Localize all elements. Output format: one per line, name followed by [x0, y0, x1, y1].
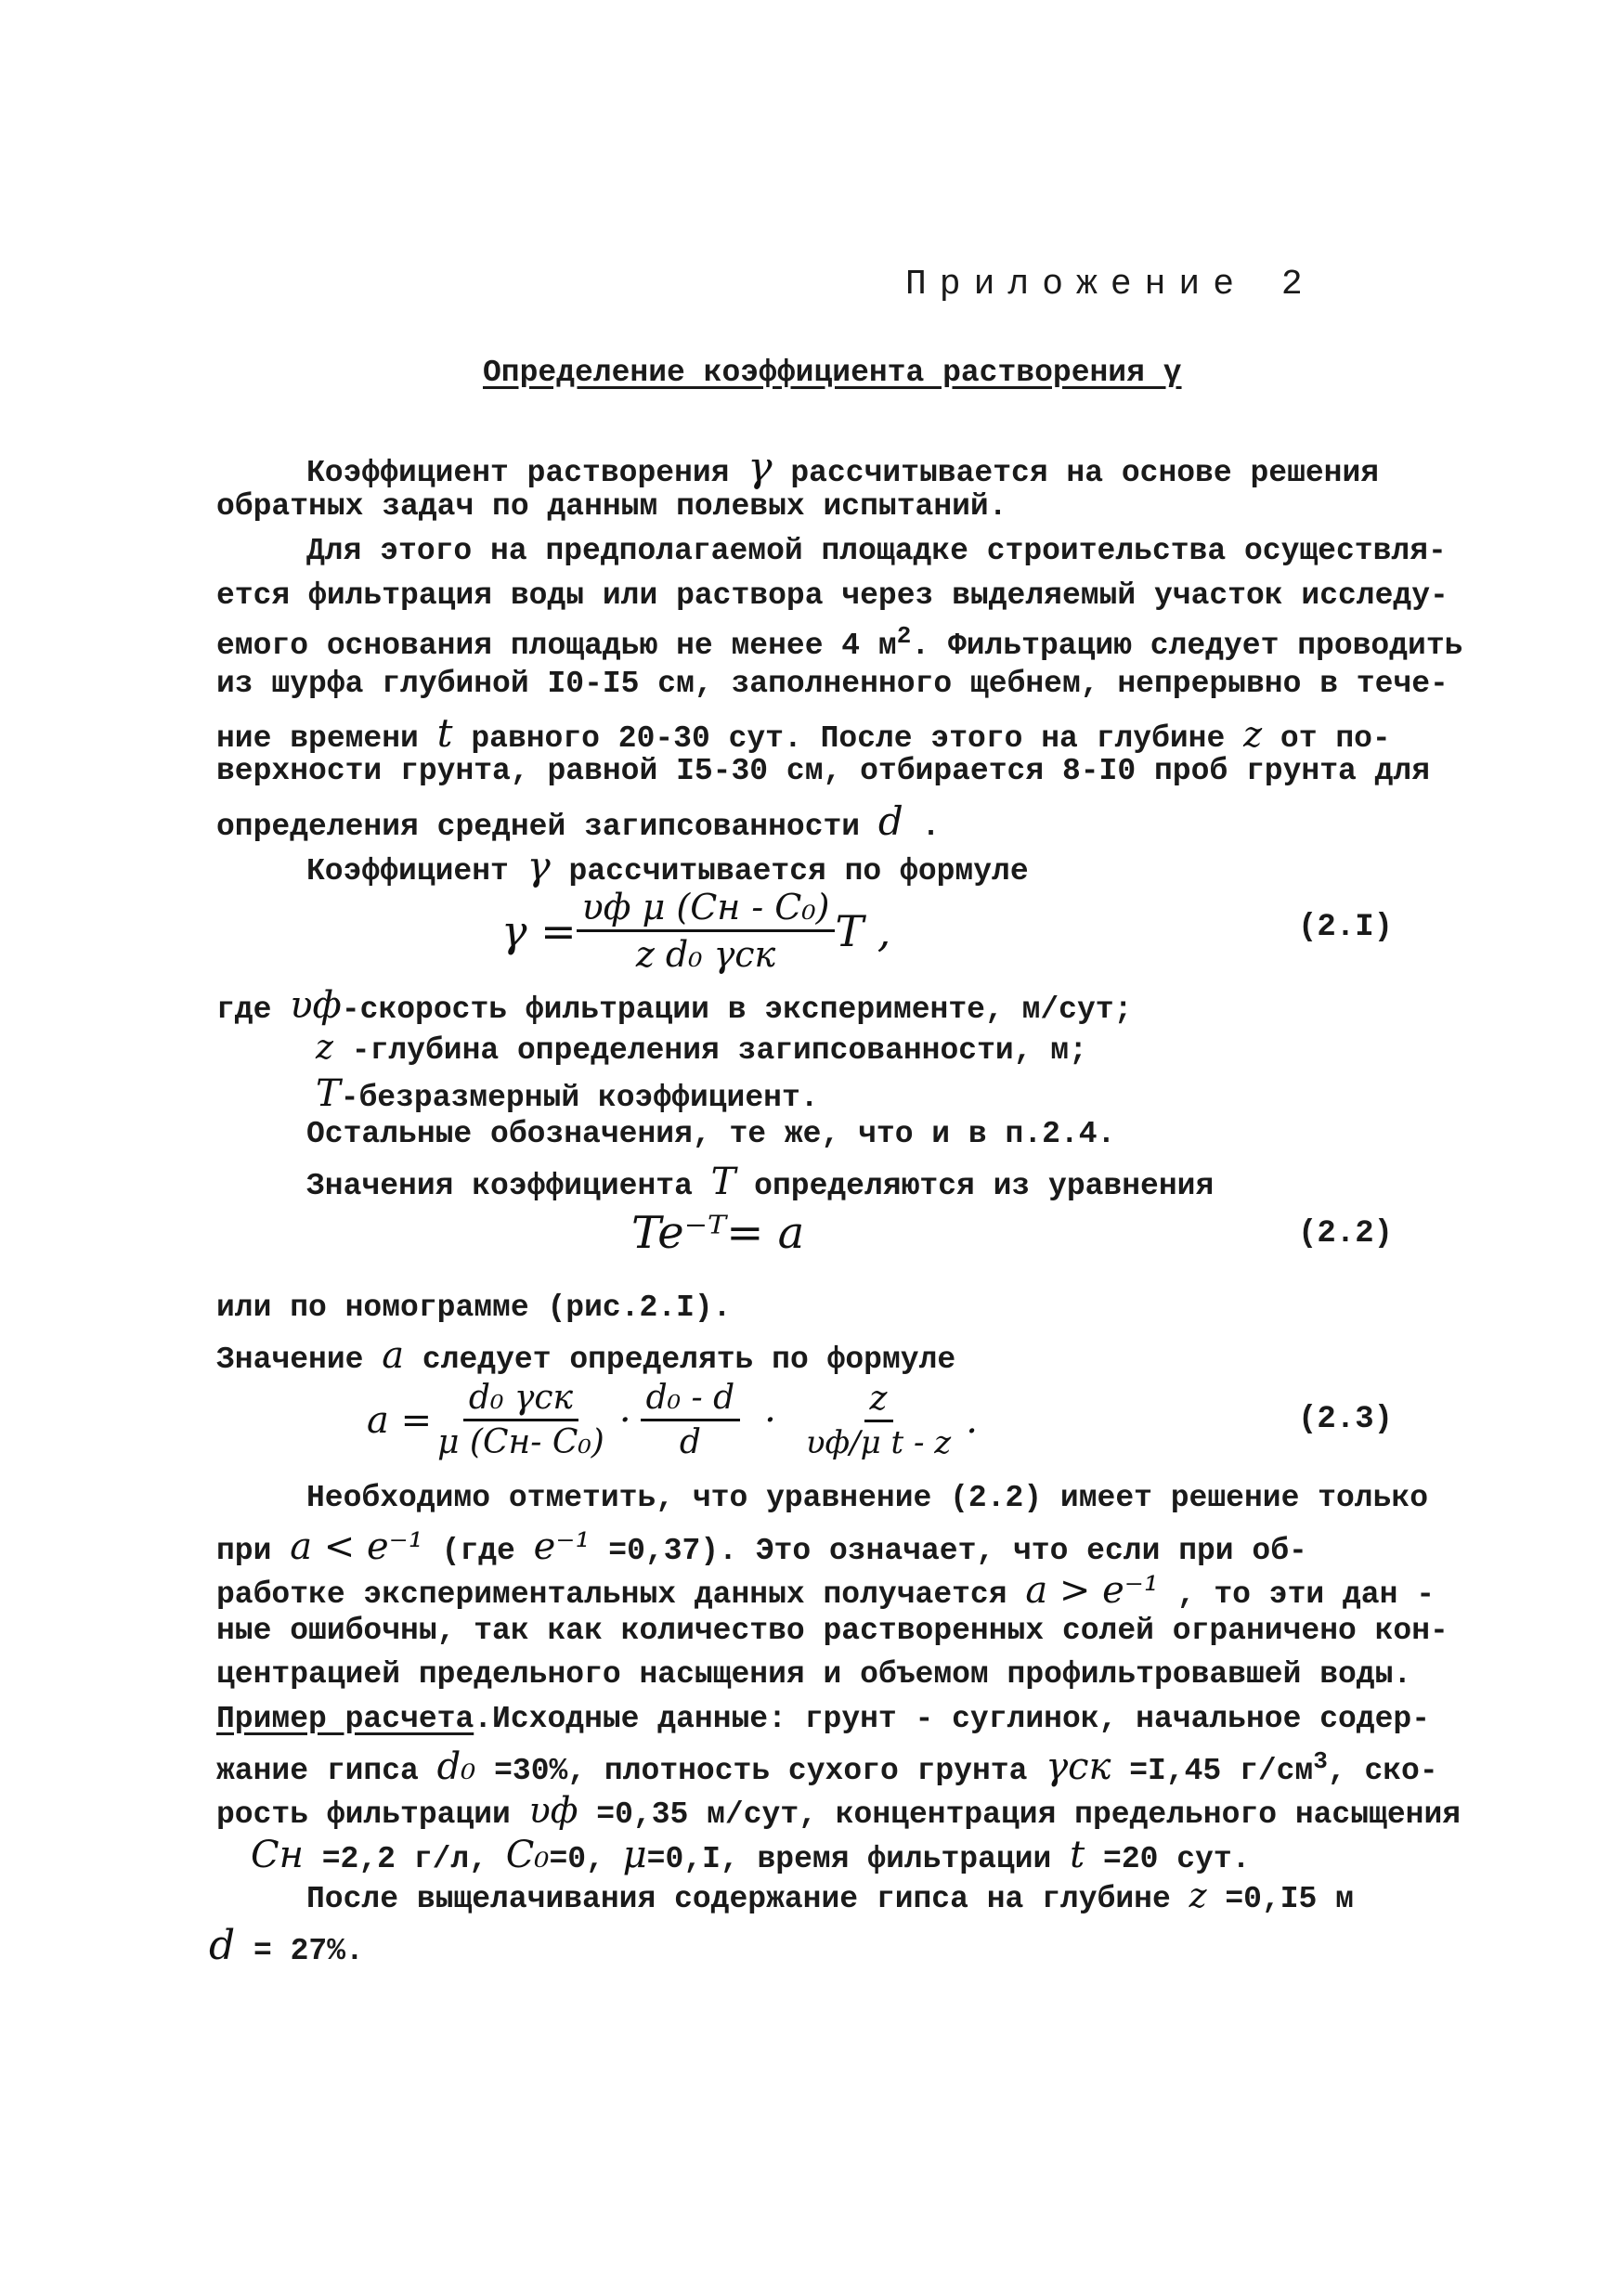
paragraph-3: Коэффициент γ рассчитывается по формуле [306, 843, 1029, 889]
where-line-3: T-безразмерный коэффициент. [316, 1072, 819, 1115]
gamma-symbol: γ [747, 444, 773, 491]
where-line-5: Значения коэффициента T определяются из уравнения [306, 1161, 1215, 1203]
equation-2-2-number: (2.2) [1298, 1216, 1394, 1252]
paragraph-2-line-3: емого основания площадью не менее 4 $м^2$. Фильтрацию следует проводить [216, 622, 1463, 663]
paragraph-4-line-5: центрацией предельного насыщения и объемом профильтровавшей воды. [216, 1657, 1412, 1692]
paragraph-4-line-3: работке экспериментальных данных получается a > e⁻¹ , то эти дан - [216, 1569, 1436, 1612]
example-line-3: рость фильтрации υф =0,35 м/сут, концентрация предельного насыщения [216, 1790, 1462, 1832]
paragraph-4-line-1: Необходимо отметить, что уравнение (2.2) имеет решение только [306, 1481, 1428, 1515]
equation-2-3: a = $\frac{\text{d₀ γск}}{\text{μ (Cн- C₀)}}$ · $\frac{\text{d₀ - d}}{d}$ · $\frac{z}{\text{υф/μ t - z}}$ . [367, 1379, 978, 1461]
paragraph-2-line-2: ется фильтрация воды или раствора через выделяемый участок исследу- [216, 578, 1449, 613]
equation-2-3-number: (2.3) [1298, 1402, 1394, 1437]
paragraph-2-line-1: Для этого на предполагаемой площадке строительства осуществля- [306, 534, 1447, 568]
example-line-1: Пример расчета.Исходные данные: грунт - суглинок, начальное содер- [216, 1702, 1431, 1736]
paragraph-2-line-6: верхности грунта, равной I5-30 см, отбирается 8-I0 проб грунта для [216, 754, 1431, 788]
equation-2-2: Te⁻ᵀ= a [631, 1207, 805, 1259]
paragraph-2-line-4: из шурфа глубиной I0-I5 см, заполненного щебнем, непрерывно в тече- [216, 667, 1449, 701]
example-line-5: После выщелачивания содержание гипса на глубине z =0,I5 м [306, 1877, 1354, 1916]
after-2-2-line-1: или по номограмме (рис.2.I). [216, 1291, 732, 1325]
section-heading: Определение коэффициента растворения γ [483, 356, 1182, 390]
equation-2-3-fraction-3: $\frac{z}{\text{υф/μ t - z}}$ [805, 1379, 952, 1461]
where-line-4: Остальные обозначения, те же, что и в п.2.4. [306, 1117, 1116, 1151]
paragraph-1-line-1: Коэффициент растворения γ рассчитывается на основе решения [306, 444, 1380, 491]
equation-2-1-number: (2.I) [1298, 910, 1394, 945]
equation-2-1-fraction: $\frac{\text{υф μ (Cн - C₀)}}{\text{z d₀ γск}}$ [577, 887, 836, 975]
example-label: Пример расчета [216, 1702, 474, 1736]
paragraph-4-line-4: ные ошибочны, так как количество растворенных солей ограничено кон- [216, 1614, 1449, 1648]
equation-2-3-fraction-2: $\frac{\text{d₀ - d}}{d}$ [641, 1379, 741, 1461]
where-line-1: где υф-скорость фильтрации в эксперименте, м/сут; [216, 984, 1133, 1027]
appendix-label: Приложение 2 [905, 265, 1316, 305]
equation-2-1: γ = $\frac{\text{υф μ (Cн - C₀)}}{\text{z d₀ γск}}$ T , [501, 887, 891, 975]
where-line-2: z -глубина определения загипсованности, м; [316, 1029, 1087, 1068]
paragraph-2-line-5: ние времени t равного 20-30 сут. После этого на глубине z от по- [216, 710, 1391, 756]
paragraph-1-line-2: обратных задач по данным полевых испытаний. [216, 489, 1007, 524]
example-line-6: d = 27%. [209, 1922, 364, 1969]
example-line-4: Cн =2,2 г/л, C₀=0, μ=0,I, время фильтрации t =20 сут. [251, 1834, 1251, 1876]
example-line-2: жание гипса d₀ =30%, плотность сухого грунта γск =I,45 $г/см^3$, ско- [216, 1745, 1438, 1788]
after-2-2-line-2: Значение a следует определять по формуле [216, 1334, 956, 1377]
paragraph-4-line-2: при a < e⁻¹ (где e⁻¹ =0,37). Это означает, что если при об- [216, 1525, 1307, 1568]
equation-2-3-fraction-1: $\frac{\text{d₀ γск}}{\text{μ (Cн- C₀)}}$ [437, 1379, 604, 1461]
paragraph-2-line-7: определения средней загипсованности d . [216, 798, 941, 844]
